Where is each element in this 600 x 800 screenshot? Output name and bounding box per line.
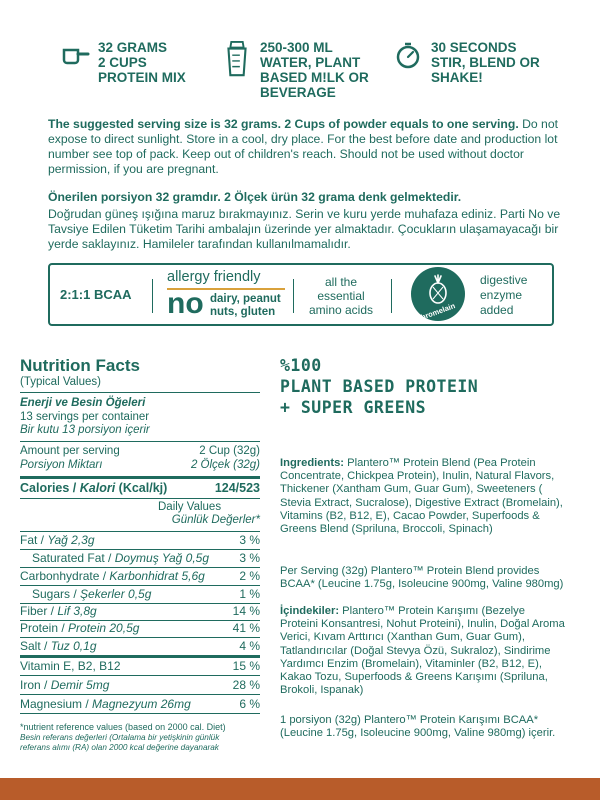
nutrition-subtitle-tr: Enerji ve Besin Öğeleri	[20, 397, 146, 409]
nutrient-label	[20, 621, 139, 635]
serving-size-label-tr: Porsiyon Miktarı	[20, 459, 103, 471]
ingredients-tr	[280, 605, 565, 697]
nutrition-footnote-tr-2: referans alımı (RA) olan 2000 kcal değerine dayanarak	[20, 743, 219, 752]
nutrient-label-en: Iron /	[20, 678, 51, 692]
serving-info-line: 2 CUPS	[98, 55, 147, 70]
nutrient-value: 3 %	[239, 533, 260, 547]
ingredients-tr-text: Plantero™ Protein Karışımı (Bezelye Proteini Konsantresi, Nohut Proteini), Inulin, Doğal Aroma Verici, Kıvam Arttırıcı (Xanthan Gum, Guar Gum), Tatlandırıcılar (Doğal Stevya Özü, Sukraloz), Sindirime Yardımcı Enzim (Bromelain), Vitaminler (B2, B12, E), Kakao Tozu, Superfoods & Greens Karışımı (Spriluna, Brokoli, Ispanak)	[280, 605, 565, 697]
divider	[293, 279, 294, 313]
nutrient-label-tr: Demir 5mg	[50, 678, 110, 692]
nutrition-footnote: *nutrient reference values (based on 2000 cal. Diet)	[20, 722, 226, 732]
nutrient-label	[20, 604, 97, 618]
nutrition-rule	[20, 498, 260, 499]
nutrient-label	[20, 678, 109, 692]
usage-paragraph-tr	[48, 190, 568, 252]
nutrition-thick-rule	[20, 655, 260, 658]
ingredients-en	[280, 457, 565, 536]
usage-paragraph-en	[48, 117, 568, 177]
nutrition-rule	[20, 441, 260, 442]
nutrient-label-en: Protein /	[20, 621, 69, 635]
amino-line-2: essential	[317, 289, 365, 303]
calories-label: Calories /	[20, 481, 80, 495]
nutrient-value: 28 %	[232, 678, 260, 692]
nutrient-value: 3 %	[239, 551, 260, 565]
allergy-no: no	[167, 287, 204, 320]
nutrition-rule	[20, 675, 260, 676]
divider	[391, 279, 392, 313]
nutrient-value: 14 %	[232, 604, 260, 618]
nutrient-value: 15 %	[232, 659, 260, 673]
daily-values-header	[20, 501, 260, 513]
scoop-icon	[60, 40, 90, 70]
nutrient-label-tr: Şekerler 0,5g	[80, 587, 152, 601]
serving-info-line: 32 GRAMS	[98, 40, 168, 55]
nutrient-value: 4 %	[239, 639, 260, 653]
digestive-line-2: enzyme	[480, 288, 523, 302]
nutrient-label	[20, 697, 191, 711]
stopwatch-icon	[393, 40, 423, 70]
nutrition-footnote-tr-1: Besin referans değerleri (Ortalama bir yetişkinin günlük	[20, 733, 220, 742]
ingredients-tr-label: İçindekiler:	[280, 605, 340, 617]
nutrient-label-tr: Lif 3,8g	[57, 604, 97, 618]
calories-unit: (Kcal/kj)	[115, 481, 168, 495]
nutrient-label-tr: Karbonhidrat 5,6g	[109, 569, 205, 583]
serving-size-value-tr: 2 Ölçek (32g)	[190, 459, 260, 471]
nutrient-label	[20, 533, 95, 547]
nutrient-row	[20, 587, 260, 601]
bottom-color-band	[0, 778, 600, 800]
usage-lead-en: The suggested serving size is 32 grams. 2 Cups of powder equals to one serving.	[48, 117, 519, 131]
nutrient-value: 2 %	[239, 569, 260, 583]
serving-info-scoop	[60, 40, 186, 85]
nutrient-label-en: Vitamin E, B2, B12	[20, 659, 121, 673]
serving-info-shaker	[222, 40, 369, 100]
nutrition-rule	[20, 567, 260, 568]
nutrient-row	[20, 621, 260, 635]
allergy-detail-2: nuts, gluten	[210, 306, 276, 318]
ingredients-en-label: Ingredients:	[280, 457, 345, 469]
serving-info-timer	[393, 40, 540, 85]
nutrient-row	[20, 533, 260, 547]
nutrition-rule	[20, 392, 260, 393]
nutrient-label	[20, 659, 121, 673]
nutrition-rule	[20, 585, 260, 586]
bcaa-per-serving-tr: 1 porsiyon (32g) Plantero™ Protein Karışımı BCAA* (Leucine 1.75g, Isoleucine 900mg, Valine 980mg) içerir.	[280, 714, 556, 740]
digestive-line-3: added	[480, 303, 514, 317]
headline-line-3: + SUPER GREENS	[280, 398, 427, 417]
bcaa-per-serving-en: Per Serving (32g) Plantero™ Protein Blend provides BCAA* (Leucine 1.75g, Isoleucine 900mg, Valine 980mg)	[280, 565, 564, 591]
nutrition-rule	[20, 549, 260, 550]
shaker-icon	[222, 40, 252, 78]
nutrient-label-en: Saturated Fat /	[32, 551, 115, 565]
servings-per-container: 13 servings per container	[20, 411, 150, 423]
amino-line-1: all the	[324, 275, 358, 289]
serving-info-line: STIR, BLEND OR	[431, 55, 540, 70]
servings-per-container-tr: Bir kutu 13 porsiyon içerir	[20, 424, 150, 436]
serving-info-line: BASED M!LK OR	[260, 70, 369, 85]
nutrient-value: 41 %	[232, 621, 260, 635]
nutrient-row	[20, 604, 260, 618]
digestive-line-1: digestive	[480, 273, 528, 287]
nutrition-rule	[20, 531, 260, 532]
nutrient-label-en: Magnesium /	[20, 697, 93, 711]
nutrition-subtitle: (Typical Values)	[20, 376, 101, 388]
serving-info-line: SHAKE!	[431, 70, 483, 85]
serving-size-label: Amount per serving	[20, 445, 120, 457]
usage-body-en: Do not expose to direct sunlight. Store in a cool, dry place. For the best before date and production lot number see top of pack. Keep out of children's reach. Should not be used without doctor permission, if you are pregnant.	[48, 117, 558, 176]
divider	[152, 279, 153, 313]
nutrition-rule	[20, 637, 260, 638]
nutrient-value: 1 %	[239, 587, 260, 601]
calories-value: 124/523	[214, 481, 260, 495]
serving-info-line: BEVERAGE	[260, 85, 336, 100]
nutrient-row	[20, 551, 260, 565]
nutrient-value: 6 %	[239, 697, 260, 711]
nutrient-label-en: Carbonhydrate /	[20, 569, 110, 583]
allergy-detail-1: dairy, peanut	[210, 293, 281, 305]
nutrient-row	[20, 639, 260, 653]
serving-info-line: 250-300 ML	[260, 40, 333, 55]
usage-lead-tr: Önerilen porsiyon 32 gramdır. 2 Ölçek ürün 32 grama denk gelmektedir.	[48, 190, 462, 204]
nutrient-label-tr: Magnezyum 26mg	[92, 697, 191, 711]
allergy-title: allergy friendly	[167, 269, 261, 285]
daily-values-label: Daily Values	[158, 501, 222, 513]
nutrient-label-en: Salt /	[20, 639, 51, 653]
serving-info-line: WATER, PLANT	[260, 55, 361, 70]
nutrient-row	[20, 659, 260, 673]
nutrient-label-en: Sugars /	[32, 587, 81, 601]
nutrient-label	[20, 639, 97, 653]
nutrient-label-tr: Protein 20,5g	[68, 621, 140, 635]
bromelain-label: bromelain	[419, 301, 457, 322]
serving-size-row	[20, 445, 260, 457]
nutrient-label-tr: Yağ 2,3g	[47, 533, 95, 547]
ingredients-en-text: Plantero™ Protein Blend (Pea Protein Concentrate, Chickpea Protein), Inulin, Natural Flavors, Thickener (Xantham Gum, Guar Gum), Sweeteners ( Stevia Extract, Sucralose), Digestive Extract (Bromelain), Vitamins (B2, B12, E), Cacao Powder, Superfoods & Greens Blend (Spriluna, Broccoli, Spinach)	[280, 457, 563, 536]
headline-line-2: PLANT BASED PROTEIN	[280, 377, 479, 396]
serving-info-line: PROTEIN MIX	[98, 70, 186, 85]
nutrient-label	[20, 551, 209, 565]
daily-values-label-tr: Günlük Değerler*	[171, 514, 260, 526]
nutrient-label-tr: Doymuş Yağ 0,5g	[114, 551, 209, 565]
feature-box	[48, 263, 554, 326]
bcaa-label: 2:1:1 BCAA	[60, 287, 132, 302]
nutrition-rule	[20, 713, 260, 714]
serving-size-value: 2 Cup (32g)	[199, 445, 260, 457]
daily-values-header-tr	[20, 514, 260, 526]
serving-info-line: 30 SECONDS	[431, 40, 517, 55]
nutrition-title: Nutrition Facts	[20, 356, 140, 375]
nutrient-row	[20, 678, 260, 692]
serving-size-row-tr	[20, 459, 260, 471]
nutrient-label-tr: Tuz 0,1g	[50, 639, 97, 653]
nutrient-label	[20, 569, 205, 583]
nutrient-label	[20, 587, 151, 601]
nutrient-row	[20, 569, 260, 583]
nutrition-thick-rule	[20, 476, 260, 479]
nutrient-row	[20, 697, 260, 711]
nutrient-label-en: Fat /	[20, 533, 48, 547]
headline-line-1: %100	[280, 356, 322, 375]
calories-row	[20, 481, 260, 495]
nutrient-label-en: Fiber /	[20, 604, 58, 618]
calories-label-tr: Kalori	[79, 481, 116, 495]
nutrition-rule	[20, 694, 260, 695]
amino-line-3: amino acids	[308, 303, 374, 317]
usage-body-tr: Doğrudan güneş ışığına maruz bırakmayınız. Serin ve kuru yerde muhafaza ediniz. Parti No ve Tavsiye Edilen Tüketim Tarihi ambalajın üzerinde yer almaktadır. Çocukların ulaşamayacağı bir yerde saklayınız. Hamileler tarafından kullanılmamalıdır.	[48, 207, 561, 251]
